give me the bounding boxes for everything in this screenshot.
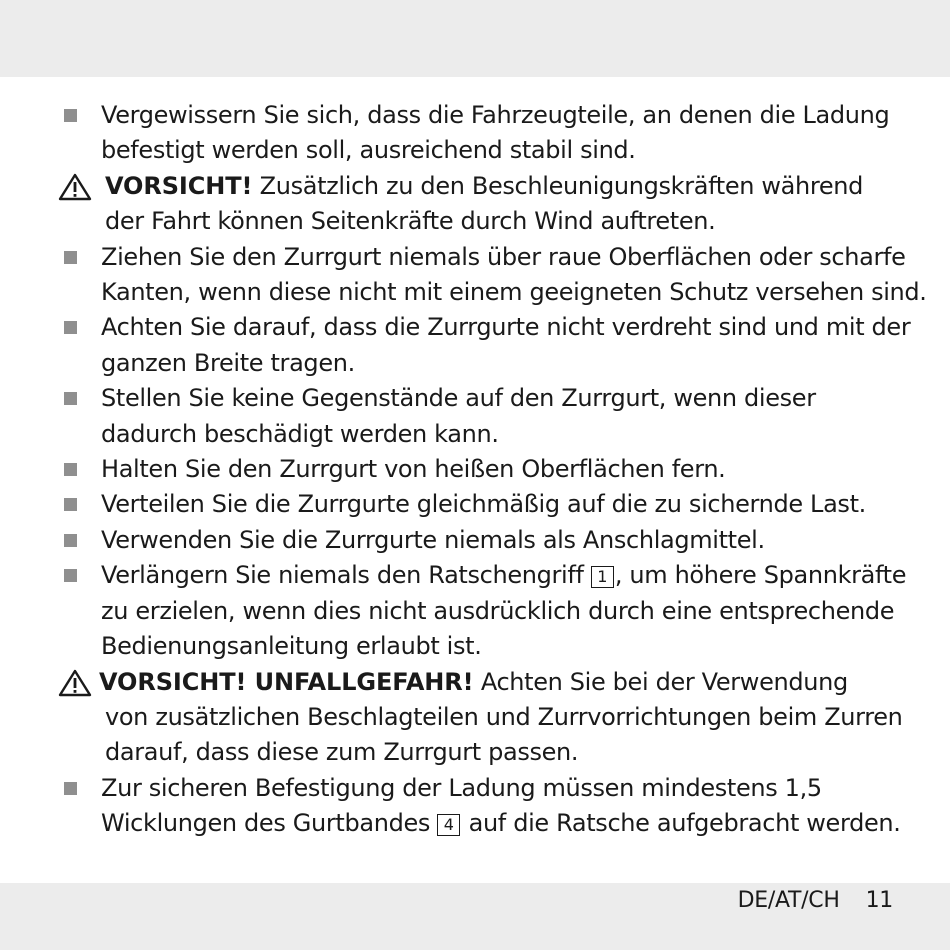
warning-item	[0, 169, 950, 240]
item-text-line: , um höhere Spannkräfte	[614, 561, 907, 590]
list-item	[0, 452, 950, 487]
item-text-line: Stellen Sie keine Gegenstände auf den Zurrgurt, wenn dieser	[101, 384, 816, 413]
item-text-line: Bedienungsanleitung erlaubt ist.	[101, 632, 482, 661]
warning-label: VORSICHT! UNFALLGEFAHR!	[99, 667, 474, 696]
item-text-line: Achten Sie darauf, dass die Zurrgurte nicht verdreht sind und mit der	[101, 313, 911, 342]
header-band	[0, 0, 950, 77]
item-text-line: von zusätzlichen Beschlagteilen und Zurrvorrichtungen beim Zurren	[105, 702, 903, 731]
item-text-line: Zur sicheren Befestigung der Ladung müssen mindestens 1,5	[101, 773, 822, 802]
square-bullet-icon	[64, 251, 77, 264]
item-text-line: auf die Ratsche aufgebracht werden.	[468, 809, 901, 838]
page-footer	[738, 886, 893, 916]
item-text-line: zu erzielen, wenn dies nicht ausdrücklich durch eine entsprechende	[101, 596, 895, 625]
item-text-line: ganzen Breite tragen.	[101, 348, 355, 377]
figure-reference-box: 1	[591, 566, 614, 588]
list-item	[0, 487, 950, 522]
list-item	[0, 558, 950, 664]
item-text-line: darauf, dass diese zum Zurrgurt passen.	[105, 738, 579, 767]
item-text-line: Ziehen Sie den Zurrgurt niemals über raue Oberflächen oder scharfe	[101, 242, 906, 271]
footer-region-label: DE/AT/CH	[737, 888, 840, 913]
item-text-line: Vergewissern Sie sich, dass die Fahrzeugteile, an denen die Ladung	[101, 101, 890, 129]
square-bullet-icon	[64, 109, 77, 122]
item-text-line: Halten Sie den Zurrgurt von heißen Oberflächen fern.	[101, 455, 726, 484]
list-item	[0, 310, 950, 381]
item-text-line: Verteilen Sie die Zurrgurte gleichmäßig auf die zu sichernde Last.	[101, 490, 866, 519]
warning-triangle-icon	[58, 173, 92, 201]
warning-triangle-icon	[58, 669, 92, 697]
square-bullet-icon	[64, 782, 77, 795]
item-text-line: befestigt werden soll, ausreichend stabil sind.	[101, 136, 636, 165]
item-text-line: Verwenden Sie die Zurrgurte niemals als Anschlagmittel.	[101, 525, 765, 554]
list-item	[0, 381, 950, 452]
square-bullet-icon	[64, 463, 77, 476]
item-text-line: Wicklungen des Gurtbandes	[101, 809, 431, 838]
warning-item	[0, 665, 950, 771]
list-item	[0, 771, 950, 842]
list-item	[0, 98, 950, 169]
item-text-line: dadurch beschädigt werden kann.	[101, 419, 499, 448]
item-text-line: Verlängern Sie niemals den Ratschengriff	[101, 561, 584, 590]
item-text-line: Achten Sie bei der Verwendung	[480, 667, 848, 696]
item-text-line: Kanten, wenn diese nicht mit einem geeigneten Schutz versehen sind.	[101, 278, 927, 307]
item-text-line: Zusätzlich zu den Beschleunigungskräften während	[259, 171, 864, 200]
safety-instructions-list	[0, 98, 950, 842]
list-item	[0, 523, 950, 558]
figure-reference-box: 4	[437, 814, 460, 836]
list-item	[0, 240, 950, 311]
item-text-line: der Fahrt können Seitenkräfte durch Wind auftreten.	[105, 207, 716, 236]
warning-label: VORSICHT!	[105, 171, 253, 200]
square-bullet-icon	[64, 498, 77, 511]
page-number: 11	[865, 888, 893, 913]
square-bullet-icon	[64, 569, 77, 582]
square-bullet-icon	[64, 392, 77, 405]
square-bullet-icon	[64, 534, 77, 547]
square-bullet-icon	[64, 321, 77, 334]
